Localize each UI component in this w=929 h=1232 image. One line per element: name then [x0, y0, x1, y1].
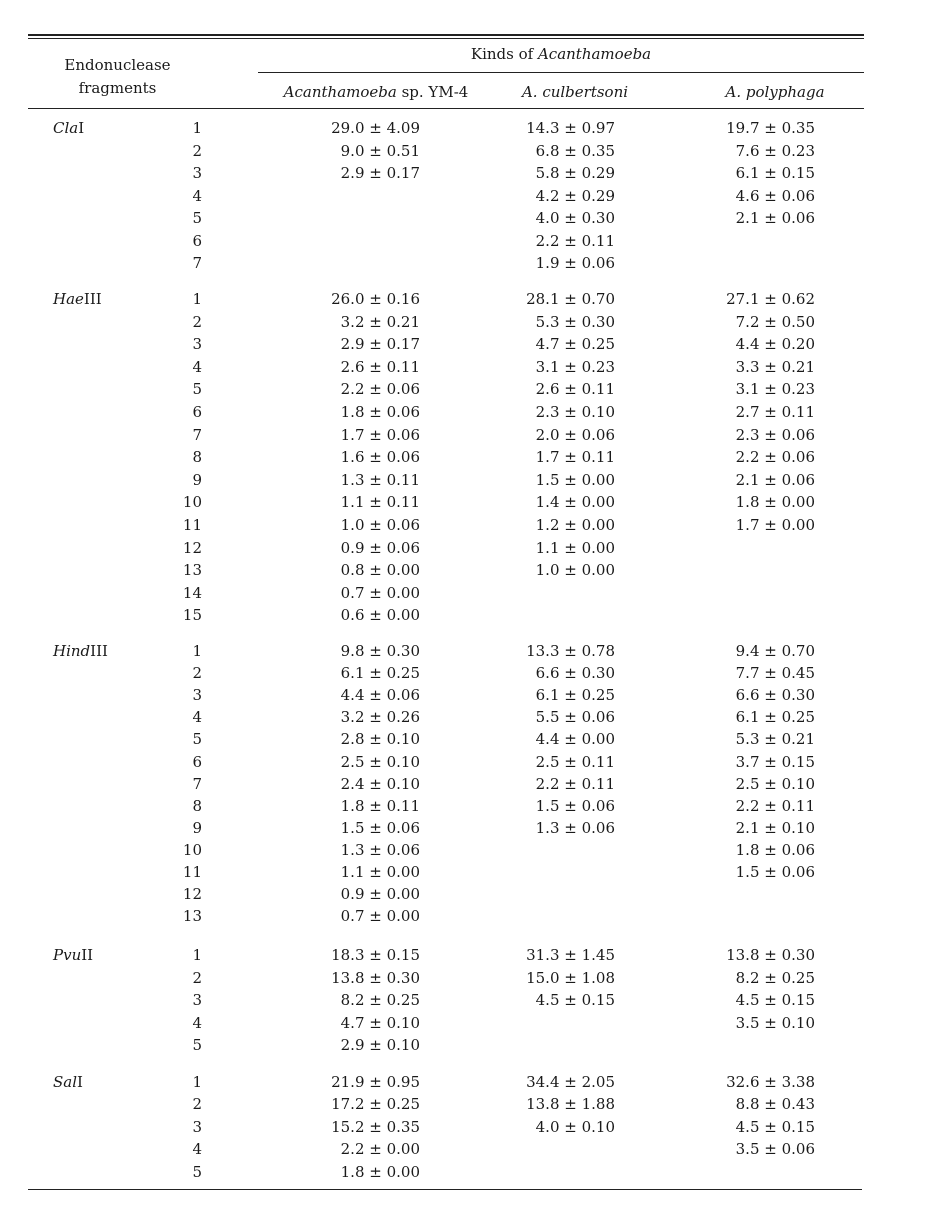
fragment-value-c1: 18.3 ± 0.15: [331, 946, 420, 964]
fragment-value-c1: 1.8 ± 0.06: [340, 403, 420, 421]
fragment-value-c3: 3.7 ± 0.15: [735, 752, 815, 771]
fragment-number: 12: [182, 885, 202, 904]
fragment-number: 4: [192, 1140, 202, 1159]
fragment-number: 4: [192, 708, 202, 727]
fragment-value-c1: 3.2 ± 0.21: [340, 312, 420, 331]
fragment-value-c2: 2.5 ± 0.11: [535, 752, 615, 771]
col-header-ym4: [262, 85, 490, 100]
fragment-value-c1: 6.1 ± 0.25: [340, 664, 420, 683]
fragment-value-c1: 17.2 ± 0.25: [331, 1095, 420, 1114]
fragment-number: 13: [182, 561, 202, 580]
top-rule-thin: [28, 38, 864, 39]
fragment-number: 3: [192, 335, 202, 354]
fragment-value-c2: 34.4 ± 2.05: [526, 1073, 615, 1091]
fragment-value-c3: 2.2 ± 0.06: [735, 448, 815, 467]
fragment-number: 2: [192, 1095, 202, 1114]
header-bottom-rule: [28, 108, 864, 109]
fragment-value-c3: 13.8 ± 0.30: [726, 946, 815, 964]
fragment-value-c3: 2.1 ± 0.06: [735, 209, 815, 227]
fragment-value-c1: 1.6 ± 0.06: [340, 448, 420, 467]
fragment-number: 4: [192, 1013, 202, 1032]
fragment-value-c2: 1.3 ± 0.06: [535, 818, 615, 837]
fragment-value-c1: 2.6 ± 0.11: [340, 357, 420, 376]
fragment-number: 1: [192, 119, 202, 137]
fragment-value-c3: 8.2 ± 0.25: [735, 968, 815, 987]
fragment-number: 14: [182, 583, 202, 602]
row-label-header-line1: Endonuclease: [64, 56, 171, 74]
fragment-value-c3: 3.1 ± 0.23: [735, 380, 815, 399]
fragment-value-c1: 2.9 ± 0.10: [340, 1036, 420, 1055]
fragment-number: 7: [192, 425, 202, 444]
fragment-value-c1: 1.7 ± 0.06: [340, 425, 420, 444]
fragment-number: 1: [192, 1073, 202, 1091]
fragment-value-c3: 2.1 ± 0.06: [735, 470, 815, 489]
col-header-ym4-genus: Acanthamoeba: [283, 83, 397, 101]
fragment-value-c1: 2.2 ± 0.00: [340, 1140, 420, 1159]
fragment-number: 1: [192, 946, 202, 964]
fragment-value-c2: 13.3 ± 0.78: [526, 642, 615, 660]
fragment-value-c2: 1.5 ± 0.06: [535, 796, 615, 815]
fragment-value-c2: 5.8 ± 0.29: [535, 164, 615, 182]
fragment-value-c3: 2.3 ± 0.06: [735, 425, 815, 444]
top-rule-thick: [28, 34, 864, 36]
fragment-value-c1: 1.1 ± 0.00: [340, 863, 420, 881]
fragment-number: 1: [192, 290, 202, 308]
fragment-value-c1: 1.3 ± 0.11: [340, 470, 420, 489]
fragment-value-c1: 2.5 ± 0.10: [340, 752, 420, 771]
fragment-number: 12: [182, 538, 202, 557]
fragment-value-c3: 4.5 ± 0.15: [735, 1117, 815, 1136]
enzyme-label-roman: III: [83, 290, 102, 308]
fragment-value-c1: 0.9 ± 0.00: [340, 885, 420, 904]
fragment-value-c1: 3.2 ± 0.26: [340, 708, 420, 727]
fragment-value-c1: 9.8 ± 0.30: [340, 642, 420, 660]
fragment-value-c2: 14.3 ± 0.97: [526, 119, 615, 137]
fragment-value-c1: 21.9 ± 0.95: [331, 1073, 420, 1091]
fragment-number: 6: [192, 231, 202, 250]
fragment-value-c3: 3.5 ± 0.06: [735, 1140, 815, 1159]
fragment-value-c2: 4.0 ± 0.30: [535, 209, 615, 227]
fragment-number: 9: [192, 818, 202, 837]
fragment-value-c2: 28.1 ± 0.70: [526, 290, 615, 308]
fragment-number: 5: [192, 380, 202, 399]
fragment-value-c1: 2.9 ± 0.17: [340, 164, 420, 182]
bottom-rule: [28, 1189, 862, 1190]
fragment-value-c2: 1.5 ± 0.00: [535, 470, 615, 489]
group-header: [258, 47, 864, 62]
fragment-number: 6: [192, 752, 202, 771]
group-header-underline: [258, 72, 864, 73]
fragment-value-c1: 9.0 ± 0.51: [340, 141, 420, 160]
fragment-value-c3: 8.8 ± 0.43: [735, 1095, 815, 1114]
fragment-value-c3: 19.7 ± 0.35: [726, 119, 815, 137]
fragment-value-c3: 2.5 ± 0.10: [735, 774, 815, 793]
row-label-header-line2: fragments: [78, 79, 157, 97]
fragment-number: 1: [192, 642, 202, 660]
fragment-number: 9: [192, 470, 202, 489]
fragment-value-c3: 3.5 ± 0.10: [735, 1013, 815, 1032]
fragment-value-c2: 1.7 ± 0.11: [535, 448, 615, 467]
fragment-value-c1: 1.8 ± 0.00: [340, 1162, 420, 1181]
fragment-value-c2: 2.2 ± 0.11: [535, 231, 615, 250]
fragment-value-c3: 27.1 ± 0.62: [726, 290, 815, 308]
fragment-value-c2: 4.4 ± 0.00: [535, 730, 615, 749]
fragment-value-c2: 1.1 ± 0.00: [535, 538, 615, 557]
fragment-value-c2: 6.6 ± 0.30: [535, 664, 615, 683]
enzyme-label-italic: Pvu: [53, 946, 82, 964]
fragment-value-c3: 32.6 ± 3.38: [726, 1073, 815, 1091]
fragment-number: 5: [192, 209, 202, 227]
fragment-value-c2: 6.1 ± 0.25: [535, 686, 615, 705]
fragment-value-c1: 0.7 ± 0.00: [340, 583, 420, 602]
enzyme-label-italic: Sal: [53, 1073, 78, 1091]
fragment-value-c2: 1.2 ± 0.00: [535, 516, 615, 534]
fragment-value-c1: 1.0 ± 0.06: [340, 516, 420, 534]
fragment-value-c2: 4.7 ± 0.25: [535, 335, 615, 354]
group-header-prefix: Kinds of: [470, 45, 538, 63]
fragment-number: 2: [192, 664, 202, 683]
fragment-number: 15: [182, 606, 202, 625]
fragment-value-c2: 1.4 ± 0.00: [535, 493, 615, 512]
fragment-value-c3: 1.8 ± 0.06: [735, 840, 815, 859]
fragment-value-c3: 2.1 ± 0.10: [735, 818, 815, 837]
fragment-number: 5: [192, 1162, 202, 1181]
fragment-number: 11: [182, 863, 202, 881]
fragment-value-c2: 5.5 ± 0.06: [535, 708, 615, 727]
fragment-value-c2: 6.8 ± 0.35: [535, 141, 615, 160]
fragment-number: 5: [192, 1036, 202, 1055]
enzyme-label-italic: Cla: [53, 119, 79, 137]
enzyme-label-roman: I: [77, 1073, 83, 1091]
fragment-value-c3: 4.5 ± 0.15: [735, 991, 815, 1010]
fragment-number: 4: [192, 186, 202, 205]
fragment-value-c3: 9.4 ± 0.70: [735, 642, 815, 660]
fragment-value-c3: 7.2 ± 0.50: [735, 312, 815, 331]
fragment-value-c1: 1.8 ± 0.11: [340, 796, 420, 815]
fragment-value-c1: 1.3 ± 0.06: [340, 840, 420, 859]
fragment-value-c1: 1.5 ± 0.06: [340, 818, 420, 837]
fragment-value-c2: 5.3 ± 0.30: [535, 312, 615, 331]
enzyme-label-roman: III: [90, 642, 108, 660]
fragment-number: 2: [192, 141, 202, 160]
fragment-number: 7: [192, 774, 202, 793]
fragment-value-c1: 2.8 ± 0.10: [340, 730, 420, 749]
fragment-value-c1: 0.8 ± 0.00: [340, 561, 420, 580]
fragment-value-c1: 4.7 ± 0.10: [340, 1013, 420, 1032]
enzyme-label-roman: II: [81, 946, 94, 964]
fragment-value-c3: 1.8 ± 0.00: [735, 493, 815, 512]
fragment-value-c1: 2.4 ± 0.10: [340, 774, 420, 793]
fragment-value-c3: 6.1 ± 0.25: [735, 708, 815, 727]
fragment-number: 13: [182, 907, 202, 926]
fragment-value-c1: 8.2 ± 0.25: [340, 991, 420, 1010]
fragment-value-c2: 2.6 ± 0.11: [535, 380, 615, 399]
fragment-value-c3: 7.6 ± 0.23: [735, 141, 815, 160]
fragment-value-c2: 3.1 ± 0.23: [535, 357, 615, 376]
col-header-ym4-rest: sp. YM-4: [396, 83, 469, 101]
fragment-number: 3: [192, 991, 202, 1010]
fragment-value-c3: 6.6 ± 0.30: [735, 686, 815, 705]
fragment-value-c1: 26.0 ± 0.16: [331, 290, 420, 308]
fragment-value-c1: 0.6 ± 0.00: [340, 606, 420, 625]
fragment-value-c1: 4.4 ± 0.06: [340, 686, 420, 705]
enzyme-label-italic: Hae: [53, 290, 84, 308]
fragment-value-c2: 4.0 ± 0.10: [535, 1117, 615, 1136]
fragment-number: 3: [192, 686, 202, 705]
fragment-number: 2: [192, 312, 202, 331]
col-header-polyphaga: A. polyphaga: [725, 83, 825, 101]
fragment-value-c3: 4.6 ± 0.06: [735, 186, 815, 205]
fragment-value-c2: 4.5 ± 0.15: [535, 991, 615, 1010]
fragment-number: 11: [182, 516, 202, 534]
fragment-value-c1: 1.1 ± 0.11: [340, 493, 420, 512]
fragment-value-c3: 1.5 ± 0.06: [735, 863, 815, 881]
fragment-number: 8: [192, 796, 202, 815]
group-header-genus: Acanthamoeba: [537, 45, 652, 63]
fragment-number: 4: [192, 357, 202, 376]
fragment-value-c1: 2.2 ± 0.06: [340, 380, 420, 399]
fragment-value-c3: 6.1 ± 0.15: [735, 164, 815, 182]
fragment-value-c1: 29.0 ± 4.09: [331, 119, 420, 137]
enzyme-label-roman: I: [78, 119, 85, 137]
fragment-value-c1: 0.9 ± 0.06: [340, 538, 420, 557]
fragment-value-c3: 5.3 ± 0.21: [735, 730, 815, 749]
fragment-value-c2: 31.3 ± 1.45: [526, 946, 615, 964]
fragment-value-c3: 7.7 ± 0.45: [735, 664, 815, 683]
fragment-number: 10: [182, 840, 202, 859]
fragment-value-c2: 1.0 ± 0.00: [535, 561, 615, 580]
fragment-value-c3: 4.4 ± 0.20: [735, 335, 815, 354]
fragment-value-c1: 0.7 ± 0.00: [340, 907, 420, 926]
fragment-value-c3: 3.3 ± 0.21: [735, 357, 815, 376]
fragment-number: 8: [192, 448, 202, 467]
fragment-value-c2: 1.9 ± 0.06: [535, 254, 615, 272]
fragment-value-c2: 2.2 ± 0.11: [535, 774, 615, 793]
fragment-number: 5: [192, 730, 202, 749]
fragment-value-c1: 2.9 ± 0.17: [340, 335, 420, 354]
fragment-number: 2: [192, 968, 202, 987]
fragment-value-c2: 4.2 ± 0.29: [535, 186, 615, 205]
fragment-value-c3: 1.7 ± 0.00: [735, 516, 815, 534]
fragment-number: 6: [192, 403, 202, 421]
fragment-number: 10: [182, 493, 202, 512]
col-header-culbertsoni: A. culbertsoni: [521, 83, 629, 101]
enzyme-label-italic: Hind: [53, 642, 91, 660]
fragment-value-c2: 2.3 ± 0.10: [535, 403, 615, 421]
fragment-value-c2: 2.0 ± 0.06: [535, 425, 615, 444]
fragment-number: 3: [192, 164, 202, 182]
fragment-value-c3: 2.2 ± 0.11: [735, 796, 815, 815]
fragment-value-c2: 15.0 ± 1.08: [526, 968, 615, 987]
fragment-number: 7: [192, 254, 202, 272]
fragment-value-c1: 15.2 ± 0.35: [331, 1117, 420, 1136]
fragment-value-c2: 13.8 ± 1.88: [526, 1095, 615, 1114]
fragment-number: 3: [192, 1117, 202, 1136]
fragment-value-c3: 2.7 ± 0.11: [735, 403, 815, 421]
fragment-value-c1: 13.8 ± 0.30: [331, 968, 420, 987]
